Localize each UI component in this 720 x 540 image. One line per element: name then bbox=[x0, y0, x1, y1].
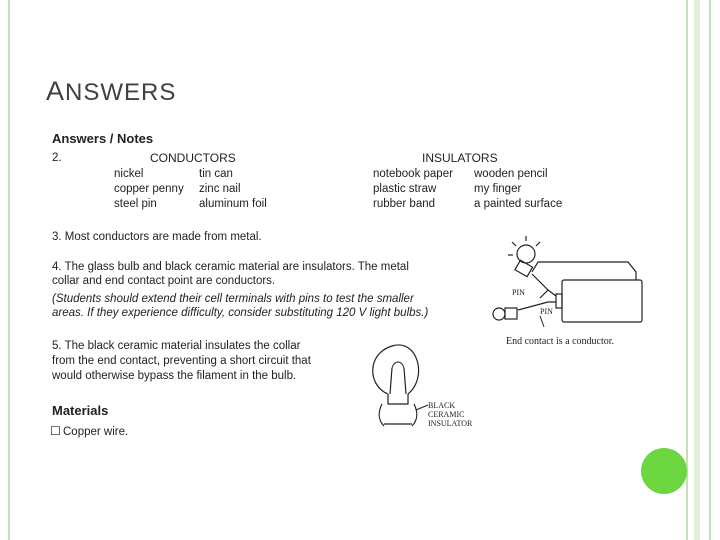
answer-4-note: areas. If they experience difficulty, consider substituting 120 V light bulbs.) bbox=[52, 307, 429, 319]
checkbox-icon: ☐ bbox=[50, 424, 61, 438]
bulb-cross-section-diagram bbox=[358, 338, 493, 438]
conductor-item: zinc nail bbox=[199, 183, 241, 195]
answer-3: 3. Most conductors are made from metal. bbox=[52, 231, 262, 243]
pin-label-top: PIN bbox=[512, 288, 525, 297]
insulator-item: my finger bbox=[474, 183, 522, 195]
frame-right-line-2 bbox=[709, 0, 711, 540]
end-contact-caption: End contact is a conductor. bbox=[506, 336, 615, 347]
ceramic-label-line: BLACK bbox=[428, 401, 456, 410]
answer-5-line: from the end contact, preventing a short circuit that bbox=[52, 355, 311, 367]
light-bulb-icon bbox=[508, 236, 540, 277]
answer-5-line: 5. The black ceramic material insulates the collar bbox=[52, 340, 301, 352]
materials-item: Copper wire. bbox=[63, 426, 129, 438]
conductor-item: steel pin bbox=[114, 198, 157, 210]
slide-title bbox=[46, 76, 176, 107]
small-bulb-icon bbox=[493, 308, 517, 320]
insulator-item: a painted surface bbox=[474, 198, 563, 210]
answer-5-line: would otherwise bypass the filament in the bulb. bbox=[52, 370, 297, 382]
conductor-item: tin can bbox=[199, 168, 233, 180]
answer-4-line: 4. The glass bulb and black ceramic material are insulators. The metal bbox=[52, 261, 409, 273]
ceramic-label-line: CERAMIC bbox=[428, 410, 465, 419]
conductor-item: copper penny bbox=[114, 183, 184, 195]
materials-heading: Materials bbox=[52, 403, 109, 418]
frame-left-line bbox=[8, 0, 10, 540]
slide-title-initial: A bbox=[46, 76, 66, 106]
conductors-header: CONDUCTORS bbox=[150, 151, 236, 165]
conductor-item: nickel bbox=[114, 168, 144, 180]
battery-cell-icon bbox=[556, 280, 642, 322]
insulator-item: notebook paper bbox=[373, 168, 453, 180]
frame-right-line-1 bbox=[686, 0, 688, 540]
bulb-pin-circuit-diagram bbox=[486, 232, 656, 350]
ceramic-label-line: INSULATOR bbox=[428, 419, 473, 428]
answer-4-note: (Students should extend their cell terminals with pins to test the smaller bbox=[52, 293, 414, 305]
conductor-item: aluminum foil bbox=[199, 198, 267, 210]
bulb-cross-section-icon bbox=[373, 345, 419, 426]
green-circle-decoration bbox=[641, 448, 687, 494]
frame-right-band bbox=[694, 0, 700, 540]
slide-title-rest: NSWERS bbox=[65, 79, 177, 106]
insulators-header: INSULATORS bbox=[422, 151, 498, 165]
insulator-item: rubber band bbox=[373, 198, 436, 210]
wires bbox=[518, 262, 636, 310]
insulator-item: plastic straw bbox=[373, 183, 437, 195]
item-2-number: 2. bbox=[52, 152, 62, 164]
notes-heading: Answers / Notes bbox=[52, 131, 154, 146]
answer-4-line: collar and end contact point are conductors. bbox=[52, 275, 276, 287]
insulator-item: wooden pencil bbox=[474, 168, 548, 180]
pin-label-bottom: PIN bbox=[540, 307, 553, 316]
